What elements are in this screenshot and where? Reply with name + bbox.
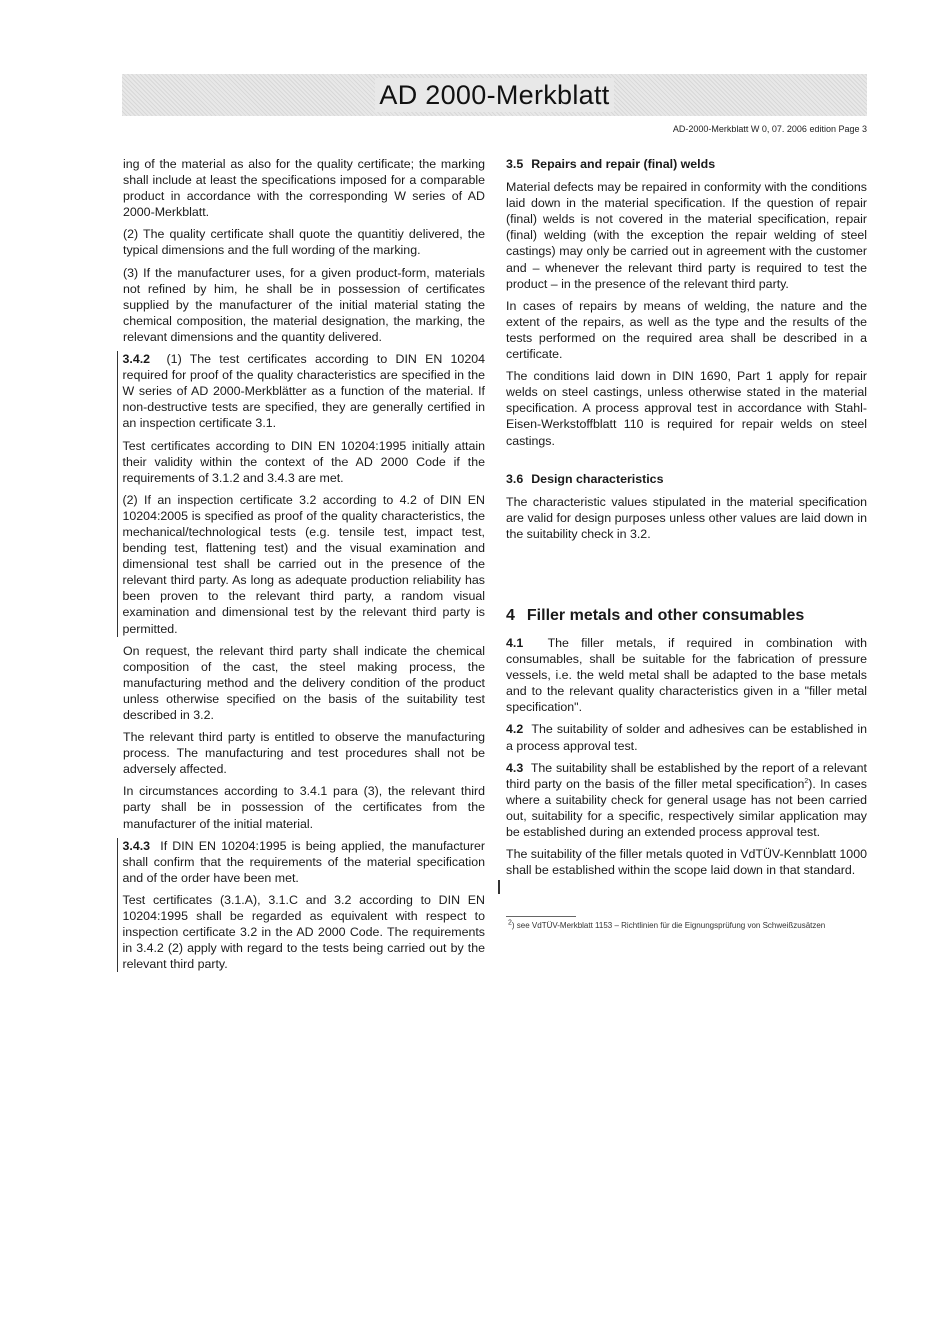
section-4-3	[506, 760, 867, 840]
header-banner	[122, 74, 867, 116]
paragraph: ing of the material as also for the quality certificate; the marking shall include at least the specifications imposed for a comparable product in accordance with the corresponding W series of AD 2000-Merkblatt.	[123, 157, 485, 220]
heading-3-6	[506, 471, 867, 487]
left-column	[123, 156, 485, 978]
section-3-4-2	[123, 351, 486, 431]
section-text: The filler metals, if required in combination with consumables, shall be suitable for the fabrication of pressure vessels, i.e. the weld metal shall be adapted to the base metals and to the relevant quality characteristics given in a "filler metal specification".	[506, 635, 867, 715]
paragraph: Test certificates according to DIN EN 10204:1995 initially attain their validity within the context of the AD 2000 Code if the requirements of 3.1.2 and 3.4.3 are met.	[122, 438, 485, 485]
section-3-4-3	[123, 838, 486, 886]
paragraph: The characteristic values stipulated in the material specification are valid for design purposes unless other values are laid down in the suitability check in 3.2.	[506, 494, 867, 541]
section-text: ). In cases where a suitability check for general usage has not been carried out, suitability for a specific, respectively similar application may be established during an extended process approval test.	[506, 776, 868, 839]
banner-title: AD 2000-Merkblatt	[375, 78, 613, 112]
paragraph: The suitability of the filler metals quoted in VdTÜV-Kennblatt 1000 shall be established within the scope laid down in that standard.	[506, 847, 867, 878]
paragraph: (2) The quality certificate shall quote the quantitiy delivered, the typical dimensions and the full wording of the marking.	[123, 227, 485, 258]
revision-block-343	[117, 838, 485, 973]
revision-block-342	[117, 351, 485, 637]
paragraph: On request, the relevant third party shall indicate the chemical composition of the cast, the steel making process, the manufacturing method and the delivery condition of the product unless otherwise specified on the basis of the suitability test described in 3.2.	[123, 643, 485, 722]
heading-3-5	[506, 156, 867, 172]
heading-number: 4	[506, 606, 515, 624]
paragraph: Test certificates (3.1.A), 3.1.C and 3.2 according to DIN EN 10204:1995 shall be regarded as equivalent with respect to inspection certificate 3.2 in the AD 2000 Code. The requirements in 3.4.2 (2) apply with regard to the tests being carried out by the relevant third party.	[122, 892, 485, 972]
heading-number: 3.5	[506, 157, 524, 171]
footnote	[506, 921, 867, 932]
section-number: 4.1	[506, 635, 524, 650]
heading-title: Design characteristics	[531, 471, 664, 486]
paragraph: (3) If the manufacturer uses, for a given product-form, materials not refined by him, he shall be in possession of certificates supplied by the manufacturer of the initial material stating the chemical composition, the material designation, the marking, the relevant dimensions and the quantity delivered.	[123, 265, 485, 344]
paragraph: (2) If an inspection certificate 3.2 according to 4.2 of DIN EN 10204:2005 is specified as proof of the quality characteristics, the mechanical/technological tests (e.g. tensile test, impact test, bending test, flattening test) and the visual examination and dimensional test shall be carried out in the presence of the relevant third party. As long as adequate production reliability has been proven to the relevant third party, a random visual examination and dimensional test by the relevant third party is permitted.	[122, 492, 485, 636]
heading-title: Repairs and repair (final) welds	[531, 157, 716, 171]
section-4-1	[506, 635, 867, 715]
footnote-mark: 2	[508, 919, 512, 927]
footnote-rule	[506, 916, 576, 917]
section-number: 4.3	[506, 760, 524, 775]
section-text: If DIN EN 10204:1995 is being applied, the manufacturer shall confirm that the requirements of the material specification and of the order have been met.	[122, 838, 485, 885]
footnote-text: ) see VdTÜV-Merkblatt 1153 – Richtlinien für die Eignungsprüfung von Schweißzusätzen	[511, 921, 826, 931]
paragraph: In cases of repairs by means of welding, the nature and the extent of the repairs, as well as the type and the results of the tests performed on the required area shall be described in a certificate.	[506, 298, 867, 362]
section-text: The suitability shall be established by the report of a relevant third party on the basis of the filler metal specification	[506, 760, 868, 791]
heading-4	[506, 606, 867, 626]
heading-title: Filler metals and other consumables	[526, 606, 805, 624]
paragraph: In circumstances according to 3.4.1 para (3), the relevant third party shall be in possession of the certificates from the manufacturer of the initial material.	[123, 784, 485, 831]
footnote-reference: 2	[804, 777, 809, 785]
running-head: AD-2000-Merkblatt W 0, 07. 2006 edition Page 3	[672, 124, 867, 134]
right-column	[506, 156, 867, 932]
section-number: 3.4.2	[122, 352, 151, 367]
section-text: (1) The test certificates according to DIN EN 10204 required for proof of the quality characteristics are specified in the W series of AD 2000-Merkblätter as a function of the material. If non-destructive tests are specified, they are generally certified in an inspection certificate 3.1.	[122, 352, 485, 431]
paragraph: Material defects may be repaired in conformity with the conditions laid down in the material specification. If the question of repair (final) welds is not covered in the material specification, repair (final) welding (with the exception the repair welding of steel castings) may only be carried out in agreement with the customer and – whenever the relevant third party is required to test the product – in the presence of the relevant third party.	[506, 180, 867, 291]
paragraph: The relevant third party is entitled to observe the manufacturing process. The manufacturing and test procedures shall not be adversely affected.	[123, 730, 485, 777]
heading-number: 3.6	[506, 471, 524, 486]
section-number: 4.2	[506, 722, 524, 737]
paragraph: The conditions laid down in DIN 1690, Part 1 apply for repair welds on steel castings, unless otherwise stated in the material specification. A process approval test in accordance with Stahl-Eisen-Werkstoffblatt 110 is required for repair welds on steel castings.	[506, 369, 867, 448]
section-number: 3.4.3	[122, 838, 151, 853]
revision-bar	[498, 880, 500, 894]
section-text: The suitability of solder and adhesives can be established in a process approval test.	[506, 722, 867, 753]
section-4-2	[506, 721, 867, 753]
